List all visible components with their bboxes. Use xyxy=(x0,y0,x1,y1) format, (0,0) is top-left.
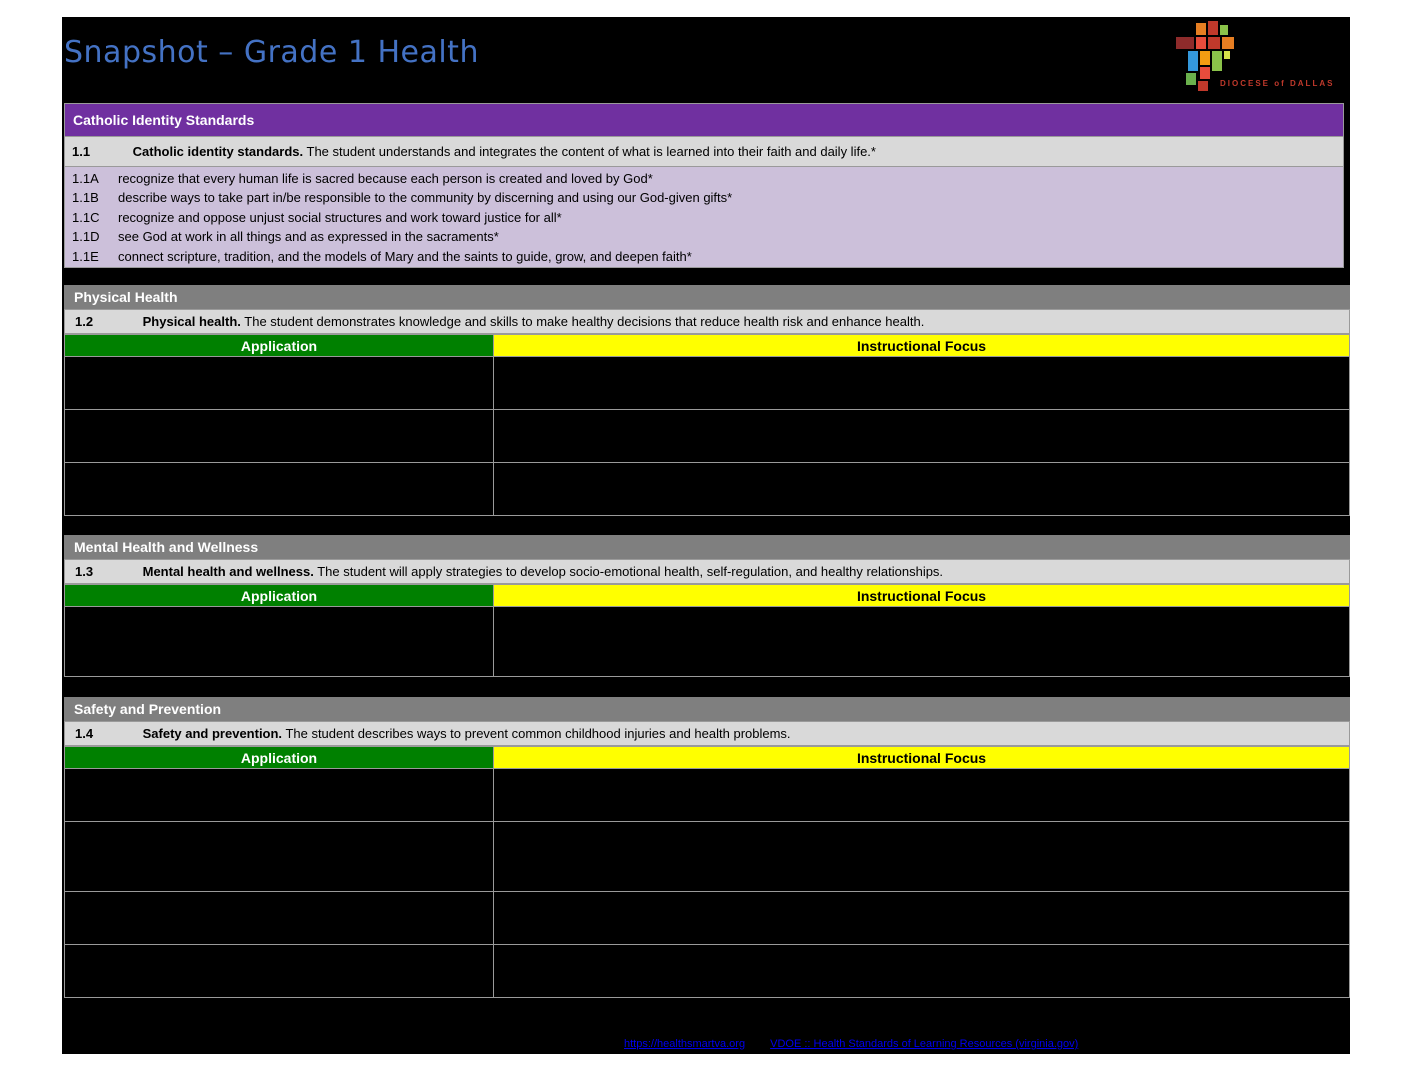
standard-text: The student describes ways to prevent common childhood injuries and health problems. xyxy=(285,726,791,741)
focus-cell xyxy=(494,357,1350,410)
standard-number: 1.3 xyxy=(75,564,94,579)
catholic-items-list xyxy=(64,167,1344,268)
focus-cell xyxy=(494,822,1350,892)
standard-row xyxy=(64,559,1350,584)
section-header: Catholic Identity Standards xyxy=(64,103,1344,137)
focus-cell xyxy=(494,410,1350,463)
application-cell xyxy=(64,822,494,892)
item-number: 1.1D xyxy=(72,229,100,245)
table-row xyxy=(64,607,1350,677)
list-item xyxy=(65,208,1343,227)
column-headers xyxy=(64,584,1350,607)
footer-links xyxy=(624,1038,1100,1050)
application-cell xyxy=(64,945,494,998)
table-row xyxy=(64,357,1350,410)
focus-cell xyxy=(494,892,1350,945)
standard-label: Mental health and wellness. xyxy=(142,564,314,579)
section-header: Safety and Prevention xyxy=(64,697,1350,721)
standard-row xyxy=(64,137,1344,167)
item-number: 1.1B xyxy=(72,190,99,206)
application-cell xyxy=(64,410,494,463)
standard-label: Physical health. xyxy=(142,314,241,329)
table-row xyxy=(64,769,1350,822)
item-text: connect scripture, tradition, and the models of Mary and the saints to guide, grow, and deepen faith* xyxy=(118,248,692,264)
standard-text: The student understands and integrates the content of what is learned into their faith and daily life.* xyxy=(306,144,876,159)
table-row xyxy=(64,410,1350,463)
safety-prevention-section xyxy=(64,697,1350,998)
standard-label: Safety and prevention. xyxy=(142,726,283,741)
standard-row xyxy=(64,309,1350,334)
page-title: Snapshot – Grade 1 Health xyxy=(64,35,479,70)
list-item xyxy=(65,169,1343,188)
document-page xyxy=(62,17,1350,1054)
application-header: Application xyxy=(64,334,494,357)
physical-health-section xyxy=(64,285,1350,516)
focus-cell xyxy=(494,945,1350,998)
standard-row xyxy=(64,721,1350,746)
item-text: recognize that every human life is sacred because each person is created and loved by God* xyxy=(118,171,653,186)
standard-number: 1.2 xyxy=(75,314,94,329)
table-row xyxy=(64,463,1350,516)
list-item xyxy=(65,188,1343,207)
catholic-identity-section xyxy=(64,103,1344,268)
section-header: Mental Health and Wellness xyxy=(64,535,1350,559)
item-number: 1.1A xyxy=(72,171,99,186)
focus-cell xyxy=(494,463,1350,516)
table-row xyxy=(64,945,1350,998)
instructional-focus-header: Instructional Focus xyxy=(494,746,1350,769)
column-headers xyxy=(64,334,1350,357)
standard-text: The student will apply strategies to develop socio-emotional health, self-regulation, and healthy relationships. xyxy=(317,564,944,579)
instructional-focus-header: Instructional Focus xyxy=(494,334,1350,357)
focus-cell xyxy=(494,769,1350,822)
item-text: see God at work in all things and as expressed in the sacraments* xyxy=(118,229,499,245)
standard-number: 1.4 xyxy=(75,726,94,741)
application-header: Application xyxy=(64,584,494,607)
section-header: Physical Health xyxy=(64,285,1350,309)
application-cell xyxy=(64,463,494,516)
item-number: 1.1E xyxy=(72,248,99,264)
application-cell xyxy=(64,357,494,410)
vdoe-link[interactable]: VDOE :: Health Standards of Learning Resources (virginia.gov) xyxy=(770,1038,1079,1050)
table-row xyxy=(64,892,1350,945)
item-text: describe ways to take part in/be responsible to the community by discerning and using our God-given gifts* xyxy=(118,190,733,206)
item-text: recognize and oppose unjust social structures and work toward justice for all* xyxy=(118,209,562,225)
logo-text: DIOCESE of DALLAS xyxy=(1220,79,1335,88)
healthsmart-link[interactable]: https://healthsmartva.org xyxy=(624,1038,746,1050)
mental-health-section xyxy=(64,535,1350,677)
list-item xyxy=(65,247,1343,266)
item-number: 1.1C xyxy=(72,209,100,225)
table-row xyxy=(64,822,1350,892)
focus-cell xyxy=(494,607,1350,677)
application-header: Application xyxy=(64,746,494,769)
diocese-logo xyxy=(1174,19,1350,95)
standard-text: The student demonstrates knowledge and skills to make healthy decisions that reduce health risk and enhance health. xyxy=(244,314,925,329)
application-cell xyxy=(64,769,494,822)
standard-number: 1.1 xyxy=(72,144,91,159)
column-headers xyxy=(64,746,1350,769)
standard-label: Catholic identity standards. xyxy=(132,144,304,159)
instructional-focus-header: Instructional Focus xyxy=(494,584,1350,607)
list-item xyxy=(65,227,1343,246)
application-cell xyxy=(64,892,494,945)
application-cell xyxy=(64,607,494,677)
